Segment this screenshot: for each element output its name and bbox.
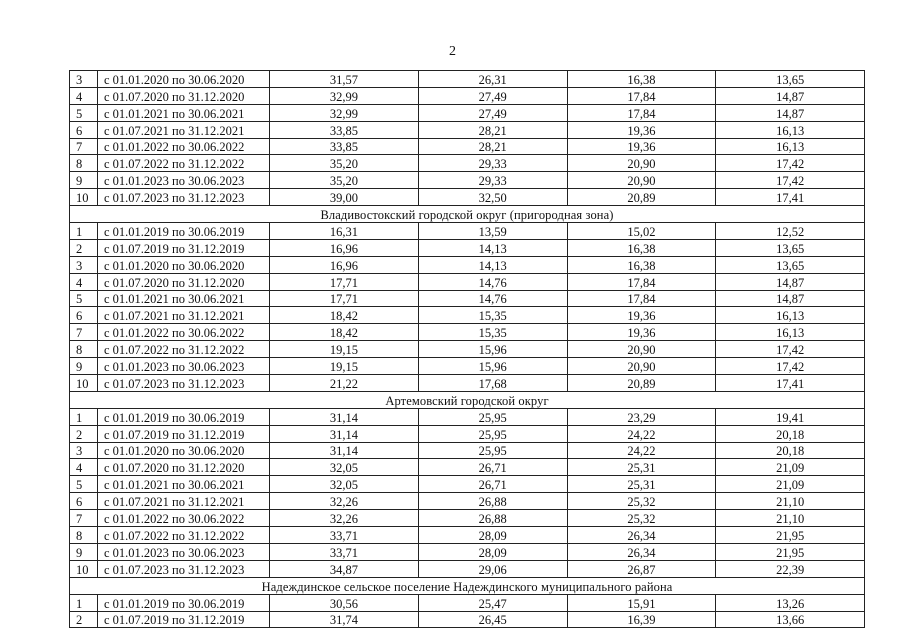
value-cell-3: 15,91 xyxy=(567,594,716,611)
row-number: 10 xyxy=(70,189,98,206)
value-cell-3: 26,34 xyxy=(567,543,716,560)
table-row xyxy=(70,223,865,240)
value-cell-2: 28,21 xyxy=(418,121,567,138)
row-number: 3 xyxy=(70,71,98,88)
value-cell-4: 14,87 xyxy=(716,87,865,104)
value-cell-1: 31,14 xyxy=(270,408,419,425)
period-cell: с 01.01.2021 по 30.06.2021 xyxy=(98,290,270,307)
period-cell: с 01.07.2022 по 31.12.2022 xyxy=(98,527,270,544)
row-number: 6 xyxy=(70,307,98,324)
value-cell-1: 30,56 xyxy=(270,594,419,611)
value-cell-3: 25,32 xyxy=(567,510,716,527)
value-cell-4: 17,41 xyxy=(716,189,865,206)
row-number: 7 xyxy=(70,510,98,527)
value-cell-3: 17,84 xyxy=(567,104,716,121)
value-cell-3: 20,89 xyxy=(567,189,716,206)
value-cell-3: 25,31 xyxy=(567,476,716,493)
value-cell-4: 21,95 xyxy=(716,543,865,560)
value-cell-4: 17,41 xyxy=(716,375,865,392)
period-cell: с 01.07.2019 по 31.12.2019 xyxy=(98,611,270,628)
value-cell-2: 14,13 xyxy=(418,256,567,273)
period-cell: с 01.07.2022 по 31.12.2022 xyxy=(98,155,270,172)
value-cell-3: 20,90 xyxy=(567,155,716,172)
value-cell-3: 25,31 xyxy=(567,459,716,476)
value-cell-4: 17,42 xyxy=(716,155,865,172)
value-cell-2: 14,76 xyxy=(418,273,567,290)
row-number: 5 xyxy=(70,104,98,121)
row-number: 6 xyxy=(70,121,98,138)
value-cell-4: 14,87 xyxy=(716,273,865,290)
period-cell: с 01.01.2020 по 30.06.2020 xyxy=(98,442,270,459)
value-cell-1: 16,96 xyxy=(270,239,419,256)
value-cell-3: 17,84 xyxy=(567,87,716,104)
period-cell: с 01.01.2022 по 30.06.2022 xyxy=(98,510,270,527)
value-cell-4: 21,10 xyxy=(716,510,865,527)
row-number: 1 xyxy=(70,594,98,611)
value-cell-2: 27,49 xyxy=(418,104,567,121)
value-cell-4: 13,66 xyxy=(716,611,865,628)
value-cell-4: 21,10 xyxy=(716,493,865,510)
period-cell: с 01.01.2019 по 30.06.2019 xyxy=(98,408,270,425)
value-cell-2: 28,09 xyxy=(418,527,567,544)
value-cell-2: 26,88 xyxy=(418,493,567,510)
value-cell-2: 28,09 xyxy=(418,543,567,560)
value-cell-3: 26,87 xyxy=(567,560,716,577)
value-cell-2: 15,35 xyxy=(418,307,567,324)
value-cell-3: 26,34 xyxy=(567,527,716,544)
value-cell-1: 31,14 xyxy=(270,442,419,459)
value-cell-1: 17,71 xyxy=(270,290,419,307)
value-cell-4: 20,18 xyxy=(716,442,865,459)
row-number: 10 xyxy=(70,375,98,392)
table-row xyxy=(70,560,865,577)
period-cell: с 01.07.2022 по 31.12.2022 xyxy=(98,341,270,358)
value-cell-4: 20,18 xyxy=(716,425,865,442)
table-row xyxy=(70,442,865,459)
table-row xyxy=(70,273,865,290)
row-number: 9 xyxy=(70,172,98,189)
value-cell-2: 27,49 xyxy=(418,87,567,104)
table-row xyxy=(70,239,865,256)
value-cell-1: 39,00 xyxy=(270,189,419,206)
row-number: 6 xyxy=(70,493,98,510)
value-cell-1: 16,31 xyxy=(270,223,419,240)
value-cell-2: 26,88 xyxy=(418,510,567,527)
table-row xyxy=(70,324,865,341)
row-number: 3 xyxy=(70,442,98,459)
value-cell-1: 35,20 xyxy=(270,155,419,172)
period-cell: с 01.01.2019 по 30.06.2019 xyxy=(98,594,270,611)
period-cell: с 01.07.2020 по 31.12.2020 xyxy=(98,459,270,476)
value-cell-1: 33,71 xyxy=(270,543,419,560)
row-number: 7 xyxy=(70,138,98,155)
table-row xyxy=(70,71,865,88)
table-row xyxy=(70,358,865,375)
value-cell-1: 31,74 xyxy=(270,611,419,628)
value-cell-3: 19,36 xyxy=(567,121,716,138)
value-cell-3: 25,32 xyxy=(567,493,716,510)
page-number: 2 xyxy=(449,44,456,59)
value-cell-4: 16,13 xyxy=(716,307,865,324)
section-header-row xyxy=(70,206,865,223)
value-cell-2: 17,68 xyxy=(418,375,567,392)
value-cell-1: 19,15 xyxy=(270,358,419,375)
value-cell-4: 21,09 xyxy=(716,459,865,476)
value-cell-1: 16,96 xyxy=(270,256,419,273)
value-cell-3: 20,90 xyxy=(567,358,716,375)
period-cell: с 01.07.2023 по 31.12.2023 xyxy=(98,375,270,392)
value-cell-1: 17,71 xyxy=(270,273,419,290)
value-cell-4: 13,65 xyxy=(716,71,865,88)
value-cell-4: 19,41 xyxy=(716,408,865,425)
value-cell-3: 19,36 xyxy=(567,138,716,155)
period-cell: с 01.01.2022 по 30.06.2022 xyxy=(98,324,270,341)
value-cell-3: 16,38 xyxy=(567,71,716,88)
tariff-table-body xyxy=(70,71,865,628)
value-cell-3: 20,90 xyxy=(567,172,716,189)
row-number: 5 xyxy=(70,476,98,493)
table-row xyxy=(70,611,865,628)
value-cell-2: 26,71 xyxy=(418,459,567,476)
value-cell-2: 29,06 xyxy=(418,560,567,577)
value-cell-1: 31,57 xyxy=(270,71,419,88)
row-number: 4 xyxy=(70,459,98,476)
value-cell-2: 29,33 xyxy=(418,172,567,189)
section-title: Артемовский городской округ xyxy=(70,391,865,408)
table-row xyxy=(70,87,865,104)
value-cell-1: 32,26 xyxy=(270,510,419,527)
value-cell-4: 21,95 xyxy=(716,527,865,544)
row-number: 7 xyxy=(70,324,98,341)
table-row xyxy=(70,543,865,560)
period-cell: с 01.07.2020 по 31.12.2020 xyxy=(98,273,270,290)
table-row xyxy=(70,493,865,510)
value-cell-2: 26,45 xyxy=(418,611,567,628)
value-cell-3: 19,36 xyxy=(567,324,716,341)
value-cell-4: 16,13 xyxy=(716,324,865,341)
value-cell-3: 15,02 xyxy=(567,223,716,240)
value-cell-4: 22,39 xyxy=(716,560,865,577)
value-cell-3: 16,38 xyxy=(567,256,716,273)
value-cell-2: 32,50 xyxy=(418,189,567,206)
value-cell-3: 24,22 xyxy=(567,442,716,459)
value-cell-3: 24,22 xyxy=(567,425,716,442)
value-cell-4: 16,13 xyxy=(716,121,865,138)
value-cell-2: 15,35 xyxy=(418,324,567,341)
row-number: 2 xyxy=(70,611,98,628)
section-title: Владивостокский городской округ (пригородная зона) xyxy=(70,206,865,223)
value-cell-4: 14,87 xyxy=(716,290,865,307)
period-cell: с 01.01.2019 по 30.06.2019 xyxy=(98,223,270,240)
period-cell: с 01.07.2021 по 31.12.2021 xyxy=(98,493,270,510)
value-cell-4: 16,13 xyxy=(716,138,865,155)
period-cell: с 01.07.2021 по 31.12.2021 xyxy=(98,121,270,138)
value-cell-2: 29,33 xyxy=(418,155,567,172)
row-number: 8 xyxy=(70,155,98,172)
section-title: Надеждинское сельское поселение Надеждинского муниципального района xyxy=(70,577,865,594)
table-row xyxy=(70,459,865,476)
value-cell-3: 19,36 xyxy=(567,307,716,324)
value-cell-1: 32,26 xyxy=(270,493,419,510)
value-cell-2: 25,95 xyxy=(418,408,567,425)
row-number: 2 xyxy=(70,239,98,256)
value-cell-1: 33,85 xyxy=(270,121,419,138)
value-cell-2: 25,47 xyxy=(418,594,567,611)
value-cell-1: 32,05 xyxy=(270,476,419,493)
value-cell-2: 25,95 xyxy=(418,442,567,459)
value-cell-2: 13,59 xyxy=(418,223,567,240)
value-cell-3: 16,39 xyxy=(567,611,716,628)
value-cell-1: 33,71 xyxy=(270,527,419,544)
value-cell-1: 32,99 xyxy=(270,104,419,121)
period-cell: с 01.01.2023 по 30.06.2023 xyxy=(98,358,270,375)
row-number: 4 xyxy=(70,273,98,290)
row-number: 1 xyxy=(70,223,98,240)
row-number: 10 xyxy=(70,560,98,577)
value-cell-2: 26,71 xyxy=(418,476,567,493)
value-cell-2: 14,76 xyxy=(418,290,567,307)
period-cell: с 01.01.2022 по 30.06.2022 xyxy=(98,138,270,155)
period-cell: с 01.07.2019 по 31.12.2019 xyxy=(98,425,270,442)
table-row xyxy=(70,425,865,442)
period-cell: с 01.07.2019 по 31.12.2019 xyxy=(98,239,270,256)
section-header-row xyxy=(70,391,865,408)
value-cell-2: 15,96 xyxy=(418,341,567,358)
table-row xyxy=(70,104,865,121)
period-cell: с 01.01.2021 по 30.06.2021 xyxy=(98,476,270,493)
table-row xyxy=(70,121,865,138)
value-cell-4: 13,26 xyxy=(716,594,865,611)
value-cell-3: 17,84 xyxy=(567,273,716,290)
row-number: 9 xyxy=(70,358,98,375)
period-cell: с 01.07.2021 по 31.12.2021 xyxy=(98,307,270,324)
table-row xyxy=(70,510,865,527)
value-cell-1: 18,42 xyxy=(270,307,419,324)
value-cell-2: 25,95 xyxy=(418,425,567,442)
row-number: 9 xyxy=(70,543,98,560)
period-cell: с 01.01.2021 по 30.06.2021 xyxy=(98,104,270,121)
value-cell-4: 17,42 xyxy=(716,172,865,189)
value-cell-1: 19,15 xyxy=(270,341,419,358)
table-row xyxy=(70,290,865,307)
table-row xyxy=(70,408,865,425)
value-cell-1: 21,22 xyxy=(270,375,419,392)
value-cell-2: 28,21 xyxy=(418,138,567,155)
value-cell-1: 18,42 xyxy=(270,324,419,341)
period-cell: с 01.07.2020 по 31.12.2020 xyxy=(98,87,270,104)
period-cell: с 01.01.2023 по 30.06.2023 xyxy=(98,172,270,189)
value-cell-2: 26,31 xyxy=(418,71,567,88)
value-cell-4: 21,09 xyxy=(716,476,865,493)
value-cell-3: 23,29 xyxy=(567,408,716,425)
table-row xyxy=(70,594,865,611)
value-cell-1: 35,20 xyxy=(270,172,419,189)
row-number: 8 xyxy=(70,341,98,358)
value-cell-4: 14,87 xyxy=(716,104,865,121)
value-cell-3: 20,89 xyxy=(567,375,716,392)
period-cell: с 01.07.2023 по 31.12.2023 xyxy=(98,560,270,577)
value-cell-3: 17,84 xyxy=(567,290,716,307)
table-row xyxy=(70,476,865,493)
period-cell: с 01.07.2023 по 31.12.2023 xyxy=(98,189,270,206)
period-cell: с 01.01.2020 по 30.06.2020 xyxy=(98,256,270,273)
value-cell-4: 17,42 xyxy=(716,358,865,375)
value-cell-1: 32,99 xyxy=(270,87,419,104)
value-cell-4: 12,52 xyxy=(716,223,865,240)
value-cell-4: 17,42 xyxy=(716,341,865,358)
value-cell-1: 31,14 xyxy=(270,425,419,442)
table-row xyxy=(70,341,865,358)
row-number: 3 xyxy=(70,256,98,273)
value-cell-3: 16,38 xyxy=(567,239,716,256)
row-number: 8 xyxy=(70,527,98,544)
table-row xyxy=(70,138,865,155)
value-cell-4: 13,65 xyxy=(716,256,865,273)
value-cell-1: 33,85 xyxy=(270,138,419,155)
table-row xyxy=(70,189,865,206)
row-number: 5 xyxy=(70,290,98,307)
value-cell-3: 20,90 xyxy=(567,341,716,358)
row-number: 1 xyxy=(70,408,98,425)
table-row xyxy=(70,307,865,324)
table-row xyxy=(70,172,865,189)
table-row xyxy=(70,527,865,544)
row-number: 4 xyxy=(70,87,98,104)
value-cell-2: 15,96 xyxy=(418,358,567,375)
value-cell-1: 32,05 xyxy=(270,459,419,476)
period-cell: с 01.01.2020 по 30.06.2020 xyxy=(98,71,270,88)
value-cell-4: 13,65 xyxy=(716,239,865,256)
table-row xyxy=(70,155,865,172)
period-cell: с 01.01.2023 по 30.06.2023 xyxy=(98,543,270,560)
section-header-row xyxy=(70,577,865,594)
table-row xyxy=(70,256,865,273)
tariff-table xyxy=(69,70,865,628)
value-cell-1: 34,87 xyxy=(270,560,419,577)
table-row xyxy=(70,375,865,392)
row-number: 2 xyxy=(70,425,98,442)
value-cell-2: 14,13 xyxy=(418,239,567,256)
